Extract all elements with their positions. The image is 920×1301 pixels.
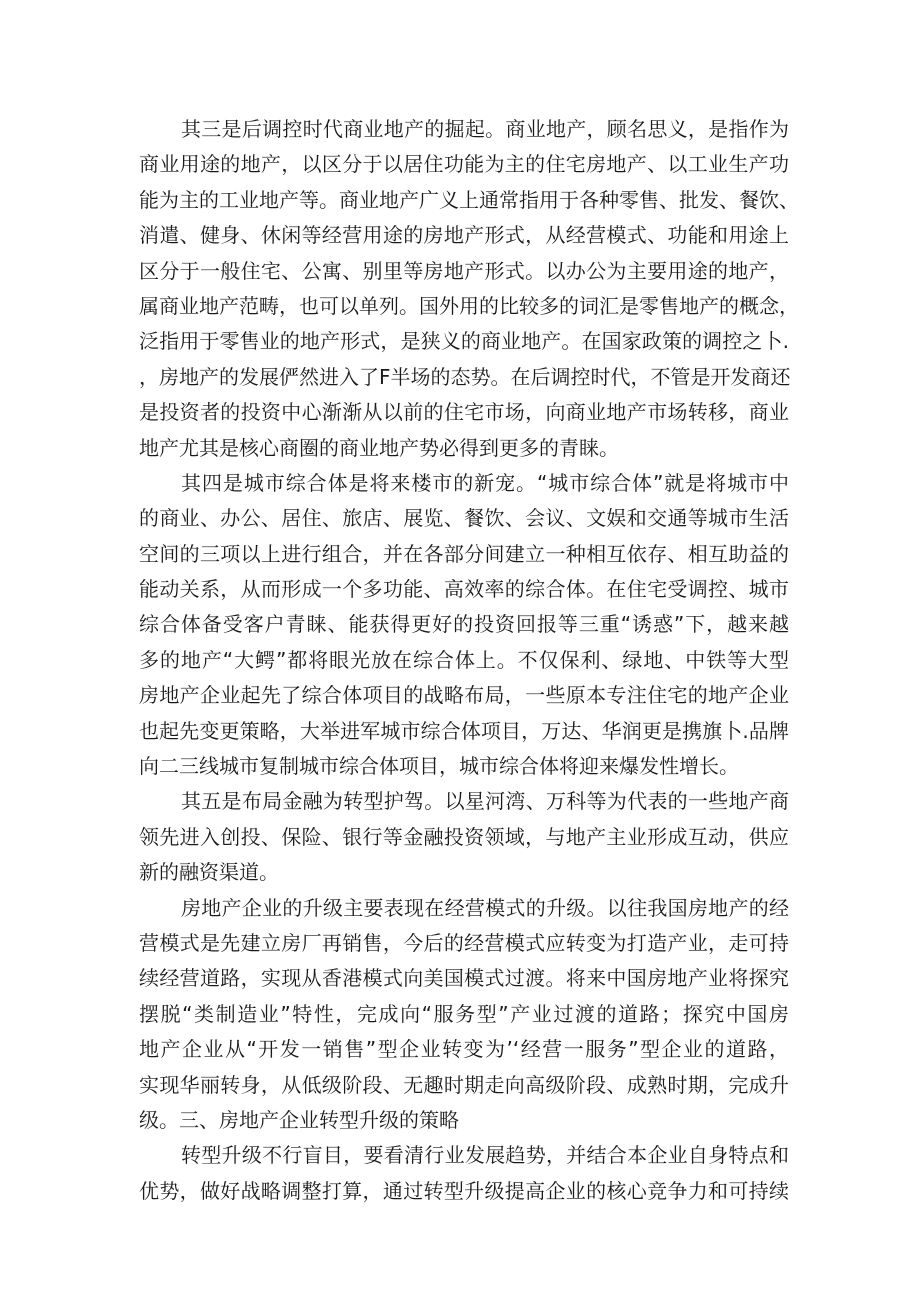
body-text [139,112,799,1209]
text-line: 续经营道路，实现从香港模式向美国模式过渡。将来中国房地产业将探究 [139,966,789,991]
text-line: 能为主的工业地产等。商业地产广义上通常指用于各种零售、批发、餐饮、 [139,187,799,212]
text-line: 其四是城市综合体是将来楼市的新宠。“城市综合体”就是将城市中 [181,470,789,495]
text-line: 也起先变更策略，大举进军城市综合体项目，万达、华润更是携旗卜.品牌 [139,718,789,743]
text-line: 转型升级不行盲目，要看清行业发展趋势，并结合本企业自身特点和 [181,1143,789,1168]
text-line: 是投资者的投资中心渐渐从以前的住宅市场，向商业地产市场转移，商业 [139,400,789,425]
text-line: 领先进入创投、保险、银行等金融投资领域，与地产主业形成互动，供应 [139,824,789,849]
text-line: 向二三线城市复制城市综合体项目，城市综合体将迎来爆发性增长。 [139,754,739,779]
text-line: 泛指用于零售业的地产形式，是狭义的商业地产。在国家政策的调控之卜. [139,329,789,354]
text-line: 房地产企业起先了综合体项目的战略布局，一些原本专注住宅的地产企业 [139,683,789,708]
text-line: 综合体备受客户青睐、能获得更好的投资回报等三重“诱惑”下，越来越 [139,612,789,637]
text-line: 营模式是先建立房厂再销售，今后的经营模式应转变为打造产业，走可持 [139,930,789,955]
text-line: 其五是布局金融为转型护驾。以星河湾、万科等为代表的一些地产商 [181,789,789,814]
text-line: 地产尤其是核心商圈的商业地产势必得到更多的青睐。 [139,435,619,460]
text-line: 其三是后调控时代商业地产的掘起。商业地产，顾名思义，是指作为 [181,117,789,141]
text-line: 能动关系，从而形成一个多功能、高效率的综合体。在住宅受调控、城市 [139,577,789,602]
text-line: 优势，做好战略调整打算，通过转型升级提高企业的核心竞争力和可持续 [139,1178,789,1203]
text-line: 实现华丽转身，从低级阶段、无趣时期走向高级阶段、成熟时期，完成升 [139,1072,789,1097]
text-line: 区分于一般住宅、公寓、别里等房地产形式。以办公为主要用途的地产， [139,258,789,283]
text-line: 的商业、办公、居住、旅店、展览、餐饮、会议、文娱和交通等城市生活 [139,506,789,531]
text-line: 房地产企业的升级主要表现在经营模式的升级。以往我国房地产的经 [181,895,789,920]
text-line: ，房地产的发展俨然进入了F半场的态势。在后调控时代，不管是开发商还 [139,364,791,389]
text-line: 新的融资渠道。 [139,860,279,885]
text-line: 属商业地产范畴，也可以单列。国外用的比较多的词汇是零售地产的概念， [139,293,799,318]
text-line: 商业用途的地产，以区分于以居住功能为主的住宅房地产、以工业生产功 [139,152,789,177]
text-line: 多的地产“大鳄”都将眼光放在综合体上。不仅保利、绿地、中铁等大型 [139,647,789,672]
text-line: 消遣、健身、休闲等经营用途的房地产形式，从经营模式、功能和用途上 [139,223,789,248]
text-line: 摆脱“类制造业”特性，完成向“服务型”产业过渡的道路；探究中国房 [139,1001,789,1026]
text-line: 空间的三项以上进行组合，并在各部分间建立一种相互依存、相互助益的 [139,541,789,566]
text-line: 地产企业从“开发一销售”型企业转变为’‘经营一服务”型企业的道路， [139,1037,789,1062]
text-line: 级。三、房地产企业转型升级的策略 [139,1107,459,1132]
